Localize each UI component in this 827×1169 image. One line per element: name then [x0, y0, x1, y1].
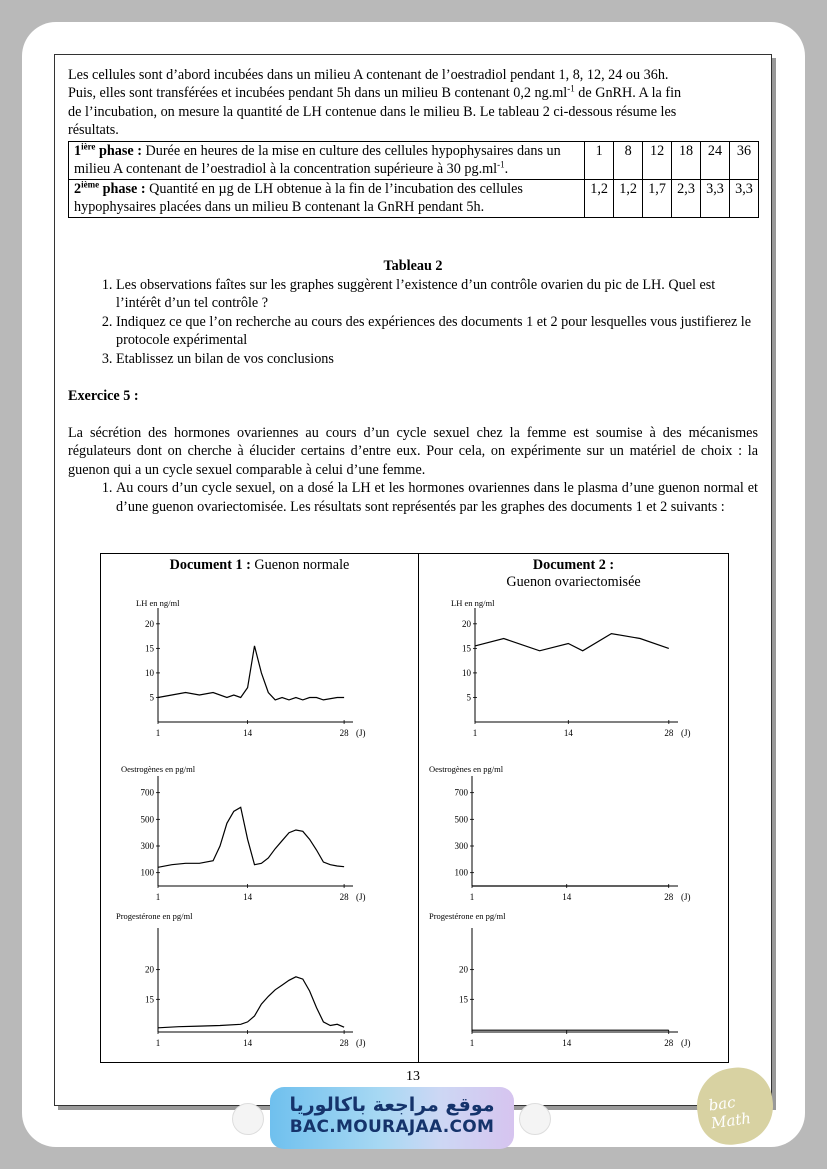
x-axis-label: (J)	[356, 728, 366, 738]
x-tick-label: 14	[562, 892, 572, 902]
phase-1-text: Durée en heures de la mise en culture des cellules hypophysaires dans un milieu A contenant de l’oestradiol à la concentration supérieure à 30 pg.ml	[74, 143, 561, 178]
phase-2-value: 2,3	[672, 179, 701, 217]
question-item: 3. Etablissez un bilan de vos conclusions	[116, 350, 758, 368]
x-tick-label: 14	[243, 892, 253, 902]
phase-2-head: 2ième phase :	[74, 179, 146, 197]
y-tick-label: 15	[459, 994, 468, 1005]
y-tick-label: 20	[145, 964, 154, 975]
y-axis-label: Progestérone en pg/ml	[429, 911, 506, 921]
y-axis-label: LH en ng/ml	[136, 598, 180, 608]
x-axis-label: (J)	[681, 728, 691, 738]
question-item: 1. Les observations faîtes sur les graphes suggèrent l’existence d’un contrôle ovarien du pic de LH. Quel est l’intérêt d’un tel contrôle ?	[116, 276, 758, 313]
table-2	[68, 141, 759, 218]
y-tick-label: 20	[145, 618, 154, 629]
y-tick-label: 5	[466, 692, 471, 703]
banner-arabic-text: موقع مراجعة باكالوريا	[289, 1094, 495, 1116]
exercise-question-1: 1. Au cours d’un cycle sexuel, on a dosé la LH et les hormones ovariennes dans le plasma d’une guenon normal et d’une guenon ovariectomisée. Les résultats sont représentés par les graphes des documents 1 et 2 suivants :	[116, 479, 758, 516]
table-row-phase-2	[69, 179, 759, 217]
y-tick-label: 5	[149, 692, 154, 703]
banner-site-link[interactable]: BAC.MOURAJAA.COM	[289, 1117, 495, 1137]
document-2-title: Document 2 : Guenon ovariectomisée	[506, 557, 641, 590]
x-axis-label: (J)	[356, 892, 366, 902]
page-number: 13	[406, 1069, 420, 1084]
x-tick-label: 28	[339, 1038, 349, 1048]
x-tick-label: 1	[472, 728, 478, 738]
phase-1-value: 8	[614, 142, 643, 180]
y-tick-label: 15	[145, 643, 154, 654]
document-page	[54, 54, 772, 1106]
x-tick-label: 28	[339, 892, 349, 902]
phase-1-value: 18	[672, 142, 701, 180]
x-axis-label: (J)	[356, 1038, 366, 1048]
phase-1-label: $1^{ière}$ phase : Durée en heures de la mise en culture des cellules hypophysaires dans un milieu A contenant de l’oestradiol à la concentration supérieure à 30 $pg.ml^{-1}$.	[69, 142, 585, 180]
phase-1-head: $1^{ière}$ phase :	[74, 141, 142, 159]
y-tick-label: 15	[145, 994, 154, 1005]
intro-line-2b: de GnRH. A la fin	[574, 85, 682, 102]
badge-text: bac Math	[707, 1092, 753, 1133]
phase-1-value: 12	[643, 142, 672, 180]
intro-paragraph	[68, 66, 758, 140]
y-axis-label: Oestrogènes en pg/ml	[121, 764, 196, 774]
y-tick-label: 500	[454, 814, 468, 825]
y-tick-label: 100	[140, 867, 154, 878]
series-line	[475, 634, 669, 651]
x-tick-label: 14	[562, 1038, 572, 1048]
phase-2-value: 3,3	[730, 179, 759, 217]
y-axis-label: Progestérone en pg/ml	[116, 911, 193, 921]
y-tick-label: 500	[140, 814, 154, 825]
x-tick-label: 14	[563, 728, 573, 738]
y-tick-label: 20	[459, 964, 468, 975]
question-item: 2. Indiquez ce que l’on recherche au cours des expériences des documents 1 et 2 pour lesquelles vous justifierez le protocole expérimental	[116, 313, 758, 350]
site-banner[interactable]	[270, 1087, 514, 1149]
table-caption: Tableau 2	[383, 258, 443, 274]
x-tick-label: 28	[664, 728, 674, 738]
x-tick-label: 28	[664, 892, 674, 902]
phase-1-value: 1	[585, 142, 614, 180]
y-tick-label: 15	[462, 643, 471, 654]
hormone-charts	[101, 554, 728, 1062]
y-tick-label: 100	[454, 867, 468, 878]
intro-line-2a: Puis, elles sont transférées et incubées pendant 5h dans un milieu B contenant 0,2 ng.ml	[68, 85, 568, 102]
phase-2-label	[69, 179, 585, 217]
y-tick-label: 300	[140, 841, 154, 851]
intro-line-1: Les cellules sont d’abord incubées dans un milieu A contenant de l’oestradiol pendant 1, 8, 12, 24 ou 36h.	[68, 67, 669, 83]
series-line	[158, 646, 344, 700]
x-tick-label: 28	[339, 728, 349, 738]
intro-line-2	[68, 84, 758, 102]
series-line	[158, 807, 344, 867]
x-tick-label: 14	[243, 1038, 253, 1048]
exercise-paragraph	[68, 424, 758, 516]
x-tick-label: 1	[155, 1038, 161, 1048]
phase-2-text: Quantité en µg de LH obtenue à la fin de l’incubation des cellules hypophysaires placées dans un milieu B contenant la GnRH pendant 5h.	[74, 180, 523, 216]
phase-1-sup: -1	[497, 159, 505, 170]
y-tick-label: 700	[140, 787, 154, 798]
y-tick-label: 300	[454, 841, 468, 851]
x-axis-label: (J)	[681, 1038, 691, 1048]
series-line	[158, 977, 344, 1028]
x-tick-label: 14	[243, 728, 253, 738]
y-axis-label: Oestrogènes en pg/ml	[429, 764, 504, 774]
x-tick-label: 1	[155, 892, 161, 902]
phase-2-value: 1,2	[585, 179, 614, 217]
x-tick-label: 28	[664, 1038, 674, 1048]
questions-block	[68, 276, 758, 368]
exercise-title: Exercice 5 :	[68, 388, 139, 404]
x-tick-label: 1	[155, 728, 161, 738]
y-axis-label: LH en ng/ml	[451, 598, 495, 608]
phase-1-value: 24	[701, 142, 730, 180]
y-tick-label: 20	[462, 618, 471, 629]
exercise-intro: La sécrétion des hormones ovariennes au cours d’un cycle sexuel chez la femme est soumise à des mécanismes régulateurs dont on cherche à élucider certains d’entre eux. Pour cela, on expérimente sur un matériel de choix : la guenon qui a un cycle sexuel comparable à celui d’une femme.	[68, 425, 758, 478]
document-1-title: Document 1 : Guenon normale	[169, 557, 350, 573]
y-tick-label: 10	[462, 667, 471, 678]
intro-line-4: résultats.	[68, 122, 119, 139]
right-book-icon	[519, 1103, 551, 1135]
x-axis-label: (J)	[681, 892, 691, 902]
x-tick-label: 1	[469, 892, 475, 902]
phase-2-value: 1,2	[614, 179, 643, 217]
phase-2-value: 3,3	[701, 179, 730, 217]
phase-1-value: 36	[730, 142, 759, 180]
documents-box	[100, 553, 729, 1063]
intro-sup: -1	[567, 83, 575, 94]
x-tick-label: 1	[469, 1038, 475, 1048]
phase-2-value: 1,7	[643, 179, 672, 217]
intro-line-3: de l’incubation, on mesure la quantité de LH contenue dans le milieu B. Le tableau 2 ci-dessous résume les	[68, 103, 677, 120]
table-row-phase-1	[69, 142, 759, 180]
y-tick-label: 10	[145, 667, 154, 678]
left-book-icon	[232, 1103, 264, 1135]
y-tick-label: 700	[454, 787, 468, 798]
